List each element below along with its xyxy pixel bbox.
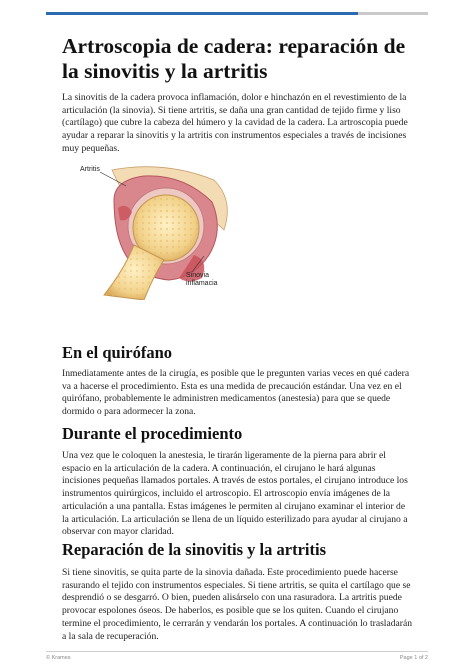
section-body-procedimiento: Una vez que le coloquen la anestesia, le tirarán ligeramente de la pierna para abrir el espacio en la articulación de la cadera. A continuación, el cirujano le hará algunas incisiones pequeñas llamados portales. A través de estos portales, el cirujano introduce los instrumentos quirúrgicos, incluido el artroscopio. El artroscopio envía imágenes de la articulación a una pantalla. Estas imágenes le permiten al cirujano examinar el interior de la articulación. La articulación se llena de un líquido esterilizado para ayudar al cirujano a observar con mayor claridad.	[62, 450, 408, 538]
section-body-quirofano: Inmediatamente antes de la cirugía, es posible que le pregunten varias veces en qué cadera va a hacerse el procedimiento. Esta es una medida de precaución estándar. Una vez en el quirófano, probablemente le administren medicamentos (anestesia) para que se quede dormido o para adormecer la zona.	[62, 368, 410, 418]
section-heading-procedimiento: Durante el procedimiento	[62, 424, 243, 443]
figure-label-artritis: Artritis	[80, 166, 100, 173]
footer-rule	[46, 651, 428, 652]
header-rule	[46, 12, 428, 15]
footer-copyright: © Krames	[46, 655, 71, 661]
figure-label-sinovia: Sinovia	[186, 272, 209, 279]
footer-page-number: Page 1 of 2	[399, 655, 428, 661]
section-heading-quirofano: En el quirófano	[62, 343, 173, 362]
intro-paragraph: La sinovitis de la cadera provoca inflamación, dolor e hinchazón en el revestimiento de la articulación (la sinovia). Si tiene artritis, se daña una gran cantidad de tejido firme y liso (cartílago) que cubre la cabeza del húmero y la cavidad de la cadera. La artroscopia puede ayudar a reparar la sinovitis y la artritis con instrumentos especiales a través de incisiones muy pequeñas.	[62, 92, 408, 154]
section-body-reparacion: Si tiene sinovitis, se quita parte de la sinovia dañada. Este procedimiento puede hacerse rasurando el tejido con instrumentos especiales. Si tiene artritis, se quita el cartílago que se desprendió o se desgarró. O bien, pueden alisárselo con una rasuradora. La artritis puede provocar espolones óseos. De haberlos, es posible que se los quiten. Cuando el cirujano termine el procedimiento, le cerrarán y vendarán los portales. A continuación lo trasladarán a la sala de recuperación.	[62, 567, 413, 642]
page-title: Artroscopia de cadera: reparación de la sinovitis y la artritis	[62, 34, 406, 83]
section-heading-reparacion: Reparación de la sinovitis y la artritis	[62, 540, 326, 559]
hip-joint-illustration	[74, 160, 234, 300]
header-accent-rule	[46, 12, 358, 15]
hip-joint-drawing	[74, 160, 234, 300]
figure-label-inflamacia: inflamacia	[186, 280, 218, 287]
